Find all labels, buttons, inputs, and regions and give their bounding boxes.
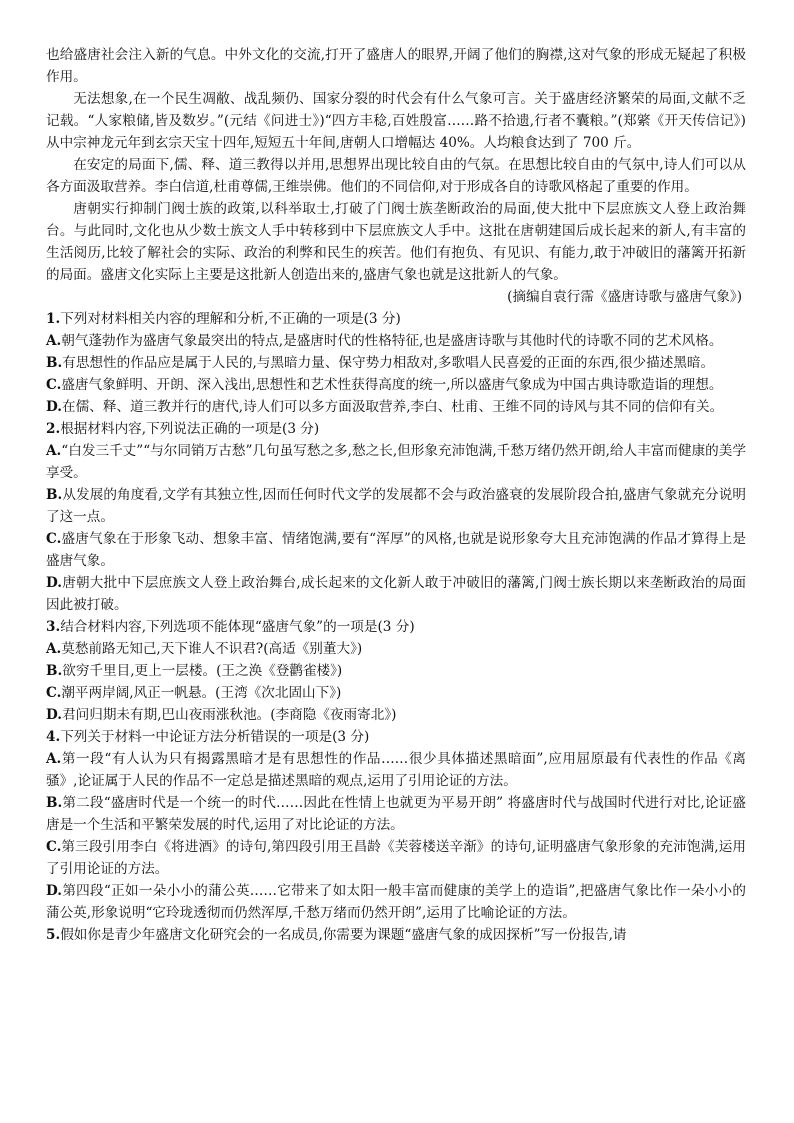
question-5 bbox=[46, 924, 746, 946]
option-text: 第一段“有人认为只有揭露黑暗才是有思想性的作品……很少具体描述黑暗面”,应用屈原最有代表性的作品《离骚》,论证属于人民的作品不一定总是描述黑暗的观点,运用了引用论证的方法。 bbox=[46, 751, 746, 789]
question-stem bbox=[46, 418, 746, 440]
option-letter: B. bbox=[46, 795, 63, 811]
option-letter: B. bbox=[46, 663, 63, 679]
option-text: 欲穷千里目,更上一层楼。(王之涣《登鹳雀楼》) bbox=[62, 663, 343, 679]
option-letter: A. bbox=[46, 641, 62, 657]
question-number: 5. bbox=[46, 927, 61, 943]
option-text: 君问归期未有期,巴山夜雨涨秋池。(李商隐《夜雨寄北》) bbox=[62, 707, 397, 723]
option-text: 在儒、释、道三教并行的唐代,诗人们可以多方面汲取营养,李白、杜甫、王维不同的诗风与其不同的信仰有关。 bbox=[62, 399, 724, 415]
option-b bbox=[46, 484, 746, 528]
option-c bbox=[46, 374, 746, 396]
option-text: 莫愁前路无知己,天下谁人不识君?(高适《别董大》) bbox=[61, 641, 363, 657]
option-letter: A. bbox=[46, 333, 62, 349]
question-3 bbox=[46, 616, 746, 726]
option-b bbox=[46, 660, 746, 682]
question-number: 2. bbox=[46, 421, 61, 437]
question-2 bbox=[46, 418, 746, 616]
question-text: 假如你是青少年盛唐文化研究会的一名成员,你需要为课题“盛唐气象的成因探析”写一份报告,请 bbox=[60, 927, 627, 943]
option-letter: D. bbox=[46, 575, 63, 591]
question-4 bbox=[46, 726, 746, 924]
option-text: 唐朝大批中下层庶族文人登上政治舞台,成长起来的文化新人敢于冲破旧的藩篱,门阀士族长期以来垄断政治的局面因此被打破。 bbox=[46, 575, 746, 613]
option-letter: D. bbox=[46, 399, 63, 415]
paragraph-3: 在安定的局面下,儒、释、道三教得以并用,思想界出现比较自由的气氛。在思想比较自由的气氛中,诗人们可以从各方面汲取营养。李白信道,杜甫尊儒,王维崇佛。他们的不同信仰,对于形成各自的诗歌风格起了重要的作用。 bbox=[46, 157, 746, 195]
passage bbox=[46, 44, 746, 286]
question-number: 1. bbox=[46, 311, 61, 327]
option-d bbox=[46, 572, 746, 616]
option-letter: D. bbox=[46, 707, 63, 723]
option-text: 盛唐气象在于形象飞动、想象丰富、情绪饱满,要有“浑厚”的风格,也就是说形象夸大且充沛饱满的作品才算得上是盛唐气象。 bbox=[46, 531, 746, 569]
option-letter: D. bbox=[46, 883, 63, 899]
question-text: 下列关于材料一中论证方法分析错误的一项是(3 分) bbox=[60, 729, 370, 745]
question-text: 根据材料内容,下列说法正确的一项是(3 分) bbox=[60, 421, 320, 437]
question-stem bbox=[46, 616, 746, 638]
option-text: 第三段引用李白《将进酒》的诗句,第四段引用王昌龄《芙蓉楼送辛渐》的诗句,证明盛唐气象形象的充沛饱满,运用了引用论证的方法。 bbox=[46, 839, 746, 877]
option-a bbox=[46, 330, 746, 352]
paragraph-1: 也给盛唐社会注入新的气息。中外文化的交流,打开了盛唐人的眼界,开阔了他们的胸襟,这对气象的形成无疑起了积极作用。 bbox=[46, 47, 746, 85]
option-text: 第四段“正如一朵小小的蒲公英……它带来了如太阳一般丰富而健康的美学上的造诣”,把盛唐气象比作一朵小小的蒲公英,形象说明“它玲珑透彻而仍然浑厚,千愁万绪而仍然开朗”,运用了比喻论证的方法。 bbox=[46, 883, 746, 921]
question-text: 结合材料内容,下列选项不能体现“盛唐气象”的一项是(3 分) bbox=[60, 619, 415, 635]
option-text: 潮平两岸阔,风正一帆悬。(王湾《次北固山下》) bbox=[61, 685, 342, 701]
option-c bbox=[46, 528, 746, 572]
question-stem bbox=[46, 726, 746, 748]
question-1 bbox=[46, 308, 746, 418]
paragraph-2: 无法想象,在一个民生凋敝、战乱频仍、国家分裂的时代会有什么气象可言。关于盛唐经济繁荣的局面,文献不乏记载。“人家粮储,皆及数岁。”(元结《问进士》)“四方丰稔,百姓殷富……路不拾遗,行者不囊粮。”(郑綮《开天传信记》)从中宗神龙元年到玄宗天宝十四年,短短五十年间,唐朝人口增幅达 40%。人均粮食达到了 700 斤。 bbox=[46, 91, 746, 151]
option-letter: C. bbox=[46, 531, 62, 547]
option-text: 盛唐气象鲜明、开朗、深入浅出,思想性和艺术性获得高度的统一,所以盛唐气象成为中国古典诗歌造诣的理想。 bbox=[61, 377, 723, 393]
option-text: 从发展的角度看,文学有其独立性,因而任何时代文学的发展都不会与政治盛衰的发展阶段合拍,盛唐气象就充分说明了这一点。 bbox=[46, 487, 746, 525]
question-stem bbox=[46, 924, 746, 946]
option-letter: A. bbox=[46, 443, 62, 459]
option-a bbox=[46, 748, 746, 792]
option-letter: A. bbox=[46, 751, 62, 767]
option-a bbox=[46, 638, 746, 660]
option-b bbox=[46, 352, 746, 374]
option-text: 有思想性的作品应是属于人民的,与黑暗力量、保守势力相敌对,多歌唱人民喜爱的正面的东西,很少描述黑暗。 bbox=[62, 355, 715, 371]
option-letter: B. bbox=[46, 355, 63, 371]
paragraph-4: 唐朝实行抑制门阀士族的政策,以科举取士,打破了门阀士族垄断政治的局面,使大批中下层庶族文人登上政治舞台。与此同时,文化也从少数士族文人手中转移到中下层庶族文人手中。这批在唐朝建国后成长起来的新人,有丰富的生活阅历,比较了解社会的实际、政治的利弊和民生的疾苦。他们有抱负、有见识、有能力,敢于冲破旧的藩篱开拓新的局面。盛唐文化实际上主要是这批新人创造出来的,盛唐气象也就是这批新人的气象。 bbox=[46, 201, 746, 283]
option-d bbox=[46, 704, 746, 726]
option-d bbox=[46, 396, 746, 418]
option-letter: C. bbox=[46, 685, 62, 701]
exam-page bbox=[46, 44, 746, 946]
source-citation: (摘编自袁行霈《盛唐诗歌与盛唐气象》) bbox=[507, 289, 742, 305]
option-d bbox=[46, 880, 746, 924]
option-text: “白发三千丈”“与尔同销万古愁”几句虽写愁之多,愁之长,但形象充沛饱满,千愁万绪仍然开朗,给人丰富而健康的美学享受。 bbox=[46, 443, 746, 481]
option-b bbox=[46, 792, 746, 836]
question-number: 4. bbox=[46, 729, 61, 745]
option-c bbox=[46, 836, 746, 880]
option-letter: B. bbox=[46, 487, 63, 503]
option-a bbox=[46, 440, 746, 484]
option-text: 第二段“盛唐时代是一个统一的时代……因此在性情上也就更为平易开朗” 将盛唐时代与战国时代进行对比,论证盛唐是一个生活和平繁荣发展的时代,运用了对比论证的方法。 bbox=[46, 795, 746, 833]
question-text: 下列对材料相关内容的理解和分析,不正确的一项是(3 分) bbox=[60, 311, 401, 327]
question-stem bbox=[46, 308, 746, 330]
option-letter: C. bbox=[46, 839, 62, 855]
question-number: 3. bbox=[46, 619, 61, 635]
option-text: 朝气蓬勃作为盛唐气象最突出的特点,是盛唐时代的性格特征,也是盛唐诗歌与其他时代的诗歌不同的艺术风格。 bbox=[61, 333, 723, 349]
option-letter: C. bbox=[46, 377, 62, 393]
option-c bbox=[46, 682, 746, 704]
